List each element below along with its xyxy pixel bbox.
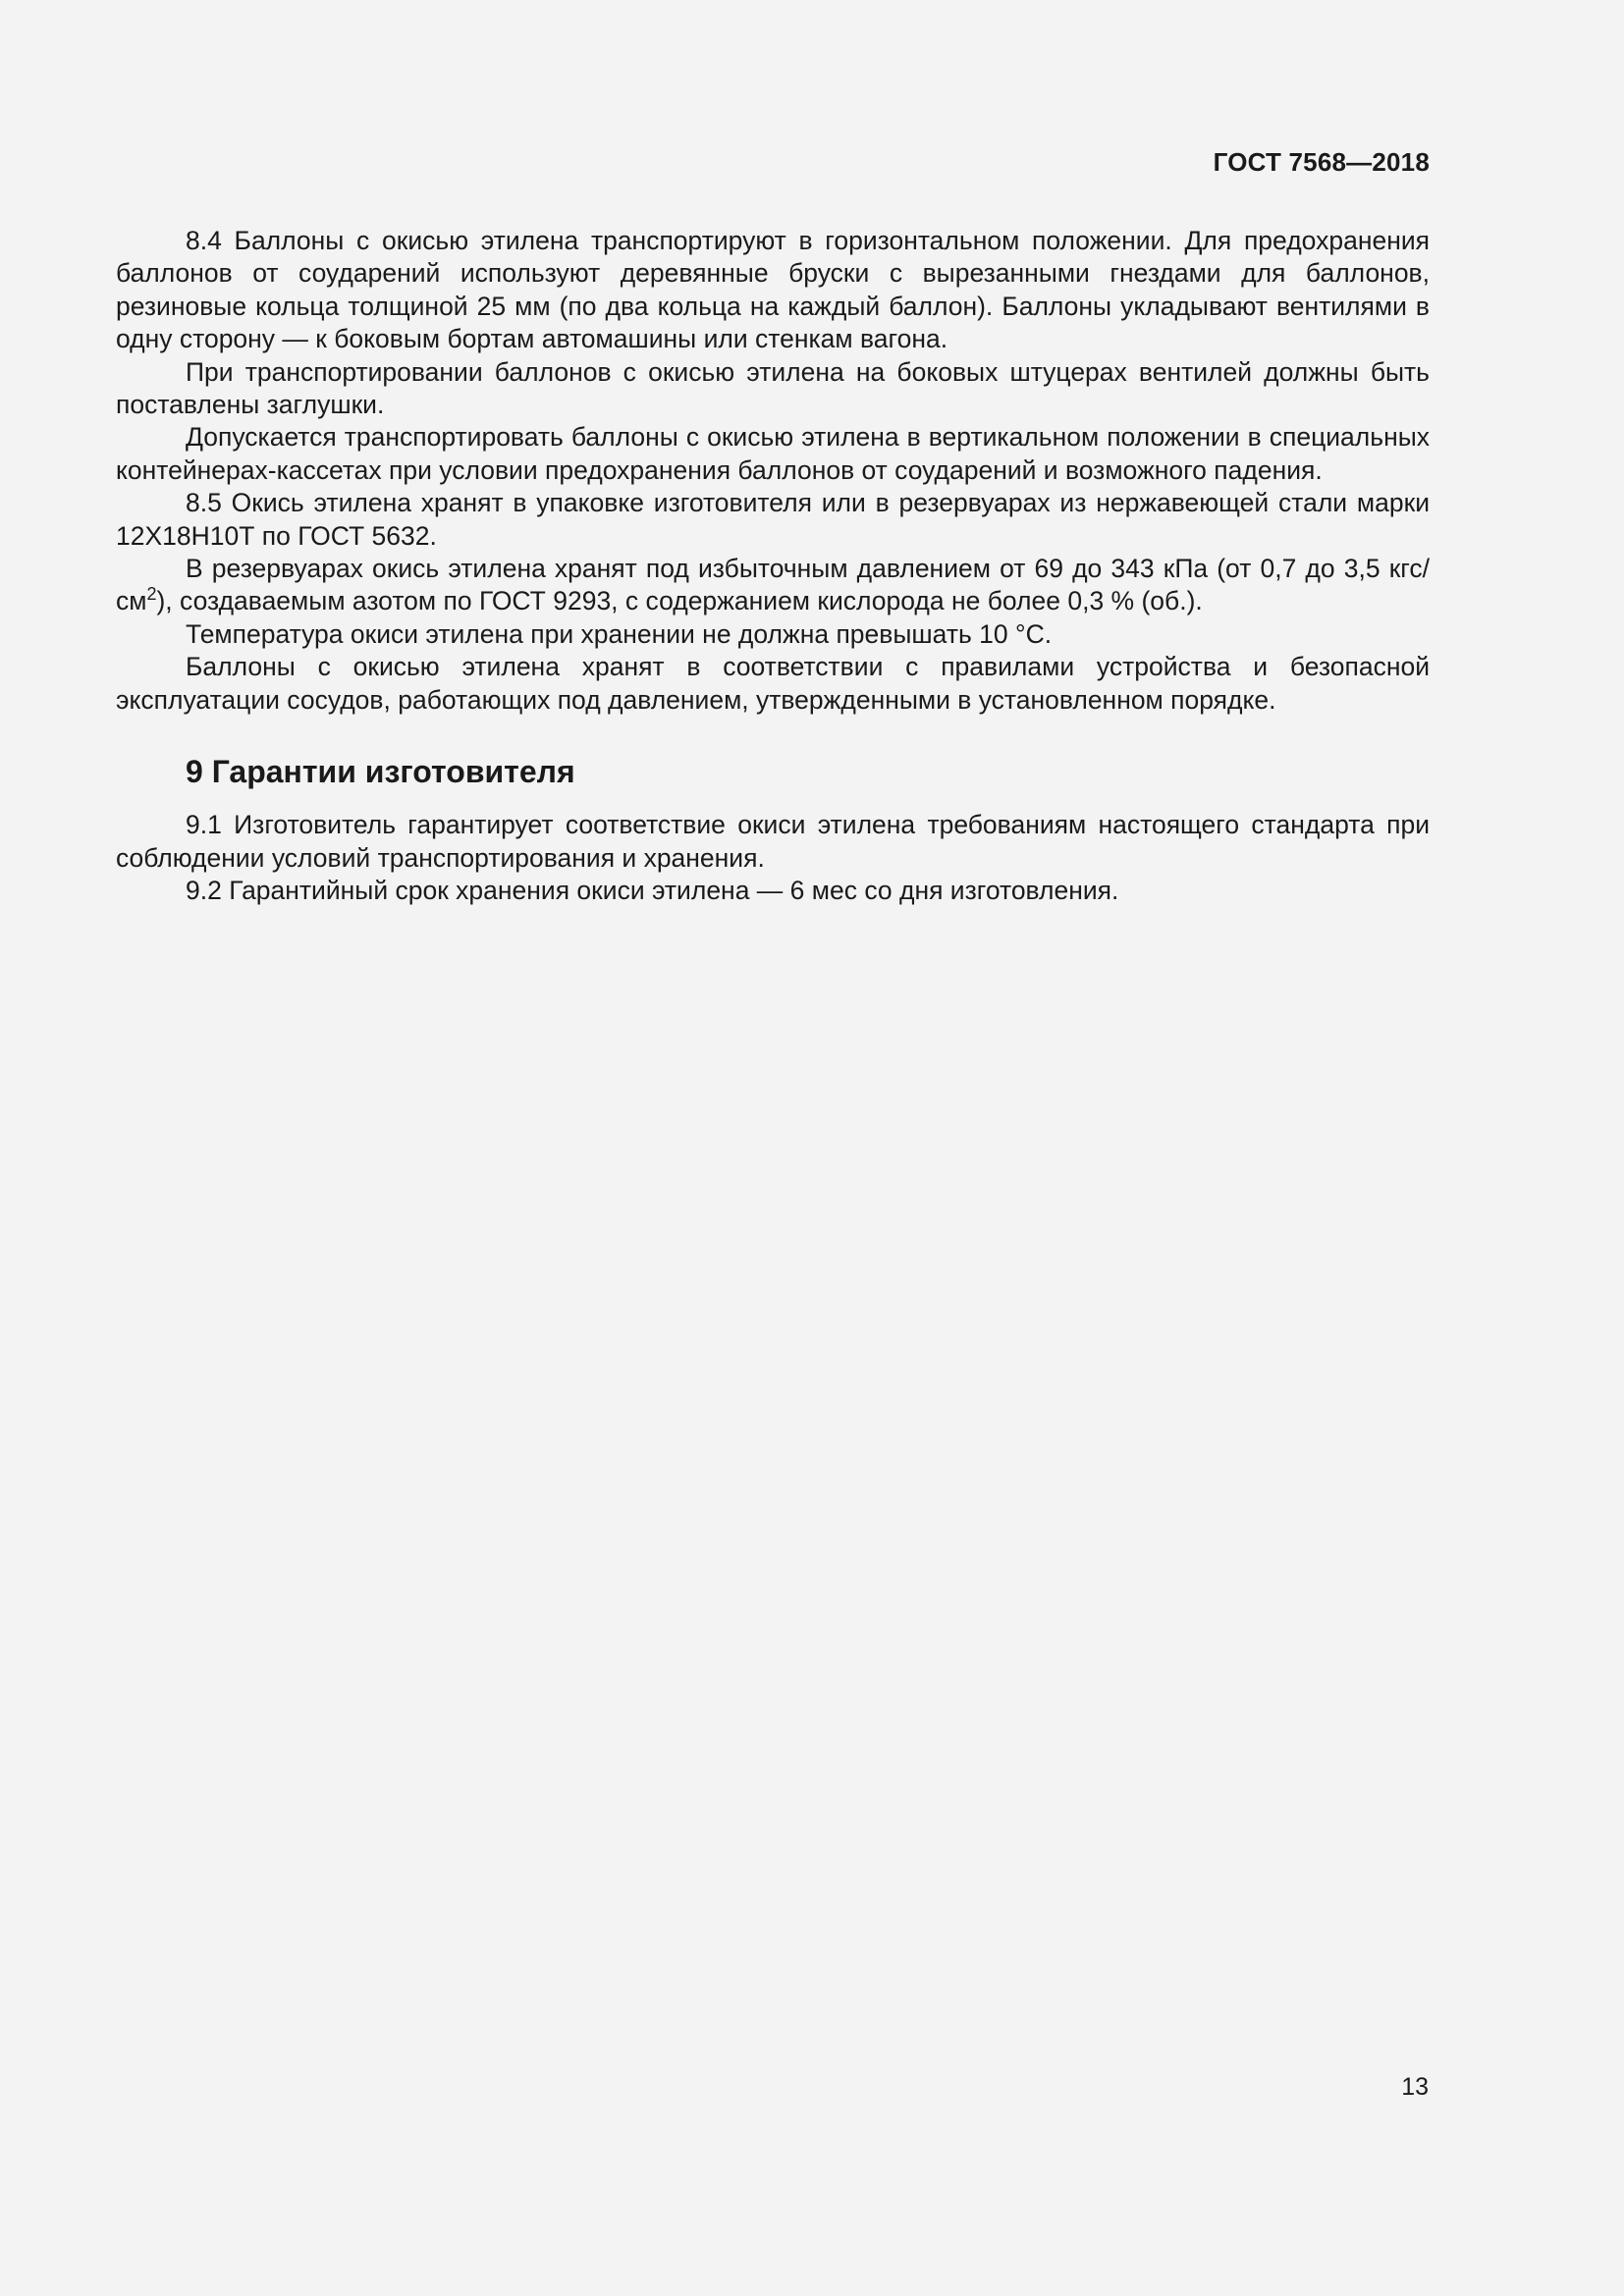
- superscript-exponent: 2: [146, 584, 157, 605]
- paragraph-transport-plugs: При транспортировании баллонов с окисью этилена на боковых штуцерах вентилей должны быть поставлены заглушки.: [116, 356, 1430, 420]
- paragraph-8-5: 8.5 Окись этилена хранят в упаковке изготовителя или в резервуарах из нержавеющей стали марки 12Х18Н10Т по ГОСТ 5632.: [116, 488, 1430, 551]
- pressure-text-start: В резервуарах окись этилена хранят под избыточным давлением от 69 до 343 кПа (от 0,7 до 3,5 кгс/см: [116, 554, 1430, 616]
- paragraph-8-4: 8.4 Баллоны с окисью этилена транспортируют в горизонтальном положении. Для предохранения баллонов от соударений используют деревянные бруски с вырезанными гнездами для баллонов, резиновые кольца толщиной 25 мм (по два кольца на каждый баллон). Баллоны укладывают вентилями в одну сторону — к боковым бортам автомашины или стенкам вагона.: [116, 226, 1430, 354]
- page-content: [116, 225, 1430, 907]
- paragraph-cylinder-storage: Баллоны с окисью этилена хранят в соответствии с правилами устройства и безопасной эксплуатации сосудов, работающих под давлением, утвержденными в установленном порядке.: [116, 652, 1430, 715]
- paragraph-vertical-transport: Допускается транспортировать баллоны с окисью этилена в вертикальном положении в специальных контейнерах-кассетах при условии предохранения баллонов от соударений и возможного падения.: [116, 422, 1430, 485]
- section-9-title: 9 Гарантии изготовителя: [186, 754, 575, 790]
- section-9-body: [116, 809, 1430, 907]
- paragraph-9-2: 9.2 Гарантийный срок хранения окиси этилена — 6 мес со дня изготовления.: [186, 875, 1119, 905]
- paragraph-storage-temperature: Температура окиси этилена при хранении не должна превышать 10 °С.: [186, 618, 1053, 649]
- pressure-text-end: ), создаваемым азотом по ГОСТ 9293, с содержанием кислорода не более 0,3 % (об.).: [156, 586, 1203, 616]
- page-number: 13: [1401, 2073, 1429, 2101]
- paragraph-9-1: 9.1 Изготовитель гарантирует соответствие окиси этилена требованиям настоящего стандарта при соблюдении условий транспортирования и хранения.: [116, 810, 1430, 873]
- paragraph-tank-pressure: [116, 553, 1430, 618]
- document-id-header: ГОСТ 7568—2018: [1213, 147, 1430, 177]
